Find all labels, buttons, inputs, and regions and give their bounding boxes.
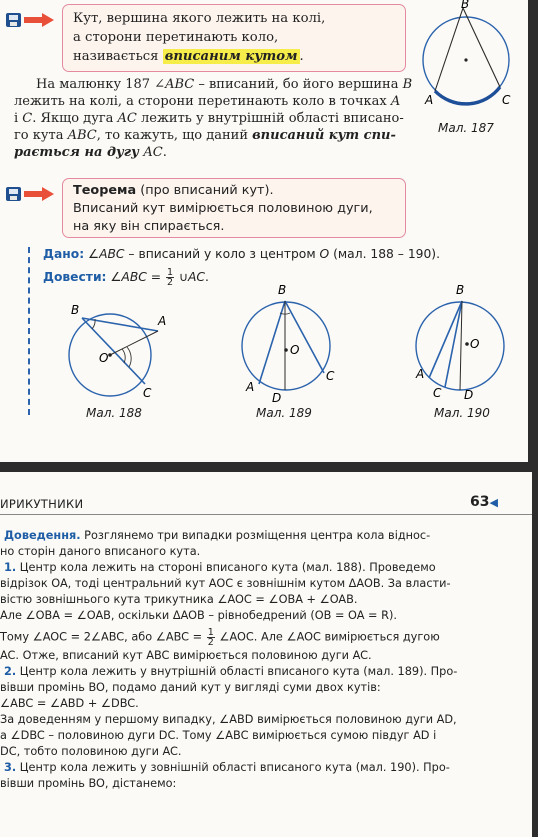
caption-fig-187: Мал. 187 (438, 121, 494, 135)
point-label-a: A (416, 367, 425, 381)
page-number: 63◀ (470, 494, 498, 510)
theorem-title: Теорема (про вписаний кут). (73, 183, 274, 198)
case-2-line-5: а ∠DBC – половиною дуги DC. Тому ∠ABC вимірюється сумою півдуг AD і (0, 729, 437, 742)
paragraph-line-1: На малюнку 187 ∠ABC – вписаний, бо його вершина B (36, 77, 413, 92)
definition-box (62, 4, 406, 72)
point-label-d: D (464, 388, 474, 402)
definition-line-2: а сторони перетинають коло, (73, 30, 279, 45)
fraction-one-half: $\frac{1}{2}$ (166, 267, 174, 288)
caption-fig-189: Мал. 189 (256, 406, 312, 420)
case-2-line-3: ∠ABC = ∠ABD + ∠DBC. (0, 697, 139, 710)
case-1-line-5: Тому ∠AOC = 2∠ABC, або ∠ABC = $\frac{1}{2}$ ∠AOC. Але ∠AOC вимірюється дугою (0, 627, 440, 648)
point-label-b: B (461, 0, 470, 11)
fraction-one-half: $\frac{1}{2}$ (207, 627, 214, 648)
case-1-line-4: Але ∠OBA = ∠OAB, оскільки ΔAOB – рівнобедрений (OB = OA = R). (0, 609, 397, 622)
definition-line-1: Кут, вершина якого лежить на колі, (73, 11, 326, 26)
page-63 (0, 472, 532, 837)
point-label-c: C (326, 369, 335, 383)
point-label-d: D (272, 391, 282, 405)
figure-189 (238, 278, 338, 408)
point-label-b: B (278, 283, 287, 297)
case-2-line-2: вівши промінь BO, подамо даний кут у вигляді суми двох кутів: (0, 681, 381, 694)
case-3-line-2: вівши промінь BO, дістанемо: (0, 777, 177, 790)
figure-187 (416, 0, 526, 128)
theorem-box (62, 178, 406, 238)
paragraph-line-5: рається на дугу AC. (14, 145, 167, 160)
point-label-b: B (456, 283, 465, 297)
theorem-line-3: на яку він спирається. (73, 219, 225, 234)
prove-line: Довести: ∠ABC = $\frac{1}{2}$ ∪AC. (43, 267, 209, 288)
paragraph-line-2: лежить на колі, а сторони перетинають коло в точках A (14, 94, 401, 109)
point-label-a: A (246, 380, 255, 394)
case-2-line-1: 2. Центр кола лежить у внутрішній області вписаного кута (мал. 189). Про- (4, 665, 458, 678)
figure-188 (62, 300, 172, 410)
paragraph-line-3: і C. Якщо дуга AC лежить у внутрішній області вписано- (14, 111, 404, 126)
point-label-c: C (502, 93, 511, 107)
arrow-right-icon (24, 13, 54, 27)
point-label-a: A (425, 93, 434, 107)
header-rule (0, 514, 532, 515)
theorem-line-2: Вписаний кут вимірюється половиною дуги, (73, 201, 373, 216)
point-label-o: O (99, 351, 109, 365)
save-icon (6, 13, 21, 27)
case-1-line-1: 1. Центр кола лежить на стороні вписаного кута (мал. 188). Проведемо (4, 561, 436, 574)
running-head: ИРИКУТНИКИ (0, 497, 84, 511)
point-label-o: O (290, 343, 300, 357)
point-label-c: C (143, 386, 152, 400)
paragraph-line-4: го кута ABC, то кажуть, що даний вписаний кут спи- (14, 128, 396, 143)
save-icon (6, 187, 21, 201)
point-label-a: A (158, 314, 167, 328)
proof-line-1: Доведення. Розглянемо три випадки розміщення центра кола віднос- (4, 529, 431, 542)
case-2-line-6: DC, тобто половиною дуги AC. (0, 745, 182, 758)
caption-fig-190: Мал. 190 (434, 406, 490, 420)
figure-190 (412, 278, 512, 408)
definition-line-3: називається вписаним кутом . (73, 49, 304, 64)
highlighted-term: вписаним кутом (164, 49, 298, 64)
point-label-c: C (433, 386, 442, 400)
point-label-o: O (470, 337, 480, 351)
case-1-line-2: відрізок OA, тоді центральний кут AOC є зовнішнім кутом ΔAOB. За власти- (0, 577, 451, 590)
case-1-line-3: вістю зовнішнього кута трикутника ∠AOC = ∠OBA + ∠OAB. (0, 593, 358, 606)
case-3-line-1: 3. Центр кола лежить у зовнішній області вписаного кута (мал. 190). Про- (4, 761, 450, 774)
case-2-line-4: За доведенням у першому випадку, ∠ABD вимірюється половиною дуги AD, (0, 713, 457, 726)
given-line: Дано: ∠ABC – вписаний у коло з центром O (мал. 188 – 190). (43, 247, 441, 261)
case-1-line-6: AC. Отже, вписаний кут ABC вимірюється половиною дуги AC. (0, 649, 372, 662)
point-label-b: B (71, 303, 80, 317)
margin-dashed-line (28, 247, 30, 415)
arrow-right-icon (24, 187, 54, 201)
proof-line-2: но сторін даного вписаного кута. (0, 545, 201, 558)
caption-fig-188: Мал. 188 (86, 406, 142, 420)
